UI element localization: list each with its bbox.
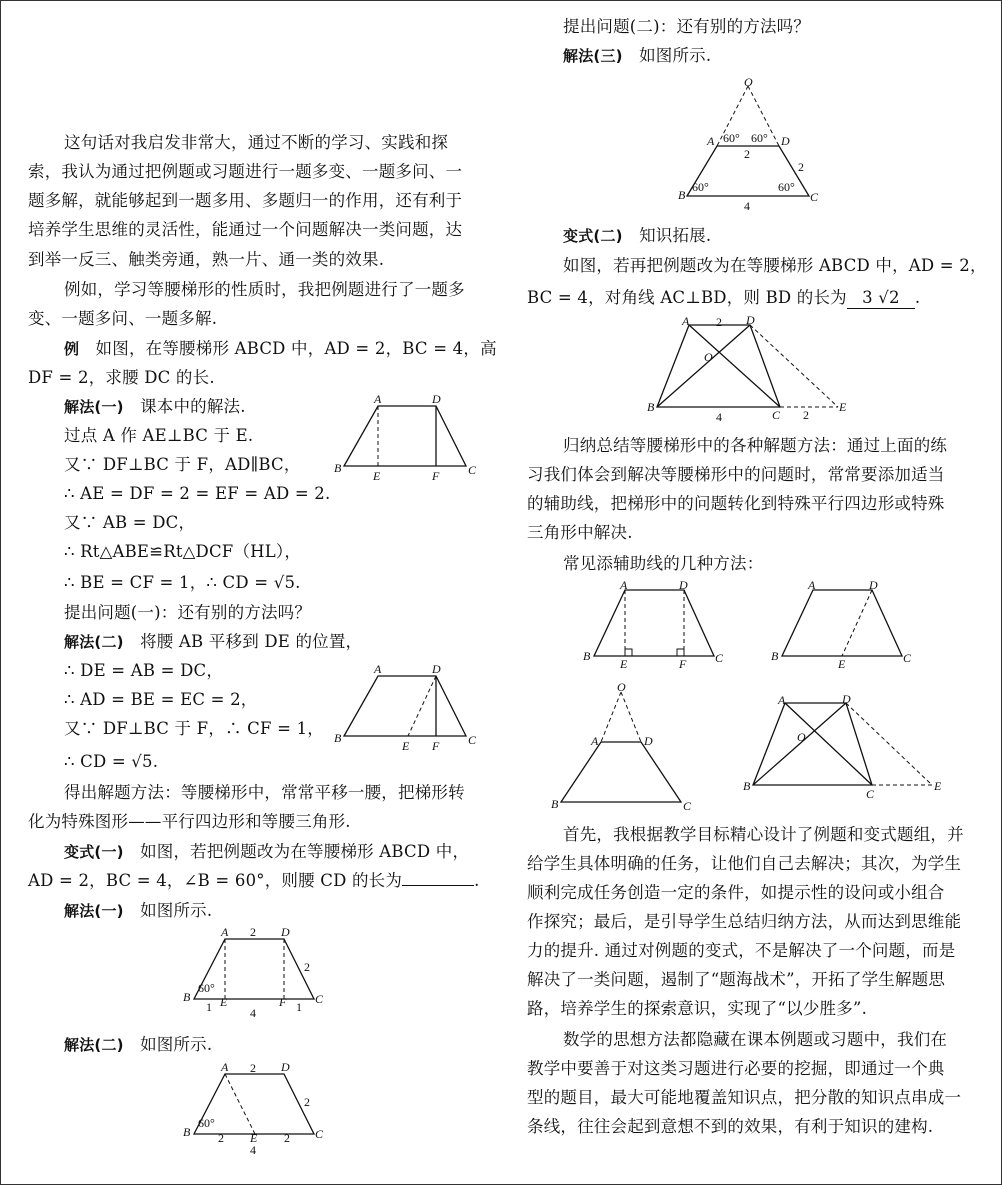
svg-text:A: A xyxy=(221,925,229,939)
paragraph-line: 路，培养学生的探索意识，实现了“以少胜多”. xyxy=(527,999,868,1018)
svg-text:C: C xyxy=(315,992,324,1006)
svg-text:A: A xyxy=(374,662,382,676)
solution-line: 又∵ DF⊥BC 于 F，AD∥BC， xyxy=(64,455,301,474)
svg-text:B: B xyxy=(583,649,591,663)
solution-label: 解法(三) xyxy=(563,47,623,65)
svg-text:D: D xyxy=(781,134,790,148)
paragraph-line: 归纳总结等腰梯形中的各种解题方法：通过上面的练 xyxy=(563,436,948,455)
svg-text:2: 2 xyxy=(284,1131,290,1145)
extended-triangle-figure xyxy=(670,74,830,214)
variant-heading xyxy=(64,842,469,862)
svg-text:A: A xyxy=(707,134,715,148)
svg-text:B: B xyxy=(678,188,686,202)
solution-title: 将腰 AB 平移到 DE 的位置， xyxy=(140,632,363,651)
trapezoid-figure-1 xyxy=(330,392,480,482)
svg-text:E: E xyxy=(402,739,410,752)
svg-text:D: D xyxy=(432,392,441,406)
svg-text:D: D xyxy=(281,1062,290,1074)
example-label: 例 xyxy=(64,340,80,358)
svg-text:A: A xyxy=(778,693,786,707)
question-line: 提出问题(一)：还有别的方法吗？ xyxy=(64,603,312,622)
solution-label: 解法(二) xyxy=(64,1036,124,1054)
solution-line: ∴ AD = BE = EC = 2， xyxy=(64,690,258,709)
method-figure-heights xyxy=(578,580,728,670)
paragraph-line: 解决了一类问题，遏制了“题海战术”，开拓了学生解题思 xyxy=(527,970,946,989)
svg-text:B: B xyxy=(183,1125,191,1139)
variant-title: 如图，若把例题改为在等腰梯形 ABCD 中， xyxy=(140,842,470,861)
solution-line: ∴ BE = CF = 1，∴ CD = √5. xyxy=(64,573,301,592)
solution-line: 过点 A 作 AE⊥BC 于 E. xyxy=(64,426,254,445)
svg-text:2: 2 xyxy=(803,408,809,422)
paragraph-line: 顺利完成任务创造一定的条件，如提示性的设问或小组合 xyxy=(527,883,945,902)
svg-text:A: A xyxy=(808,580,816,592)
svg-text:1: 1 xyxy=(296,1000,302,1014)
svg-text:C: C xyxy=(468,733,477,747)
svg-text:60°: 60° xyxy=(198,981,215,995)
svg-text:E: E xyxy=(839,400,847,414)
answer-blank: 3 √2 xyxy=(847,288,915,309)
svg-text:F: F xyxy=(432,739,440,752)
svg-text:O: O xyxy=(617,680,626,694)
variant-label: 变式(一) xyxy=(64,843,124,861)
solution-label: 解法(一) xyxy=(64,398,124,416)
svg-text:60°: 60° xyxy=(198,1116,215,1130)
svg-text:2: 2 xyxy=(250,1062,256,1075)
trapezoid-figure-3 xyxy=(178,925,328,1025)
svg-text:4: 4 xyxy=(250,1143,256,1157)
example-line xyxy=(64,339,497,359)
paragraph-line: 题多解，就能够起到一题多用、多题归一的作用，还有利于 xyxy=(28,191,463,210)
paragraph-line: 三角形中解决. xyxy=(527,523,633,542)
svg-text:B: B xyxy=(334,461,342,475)
method-figure-extend xyxy=(543,680,693,810)
svg-text:E: E xyxy=(373,469,381,482)
svg-text:60°: 60° xyxy=(778,180,795,194)
paragraph-line: 力的提升. 通过对例题的变式，不是解决了一个问题，而是 xyxy=(527,941,956,960)
method-figure-shift xyxy=(766,580,916,670)
solution-line: ∴ AE = DF = 2 = EF = AD = 2. xyxy=(64,484,331,503)
svg-text:B: B xyxy=(334,731,342,745)
svg-text:1: 1 xyxy=(206,1000,212,1014)
svg-text:2: 2 xyxy=(304,960,310,974)
solution-heading xyxy=(64,632,362,652)
variant-heading: 变式(二) 知识拓展. xyxy=(563,226,712,245)
solution-label: 解法(一) xyxy=(64,902,124,920)
svg-text:O: O xyxy=(744,75,753,89)
svg-text:2: 2 xyxy=(716,315,722,329)
svg-text:60°: 60° xyxy=(723,131,740,145)
solution-line: 又∵ AB = DC， xyxy=(64,513,196,532)
paragraph-line: 到举一反三、触类旁通，熟一片、通一类的效果. xyxy=(28,250,385,269)
solution-line: ∴ DE = AB = DC， xyxy=(64,661,224,680)
svg-text:C: C xyxy=(810,190,819,204)
paragraph-line: 习我们体会到解决等腰梯形中的问题时，常常要添加适当 xyxy=(527,465,945,484)
paragraph-line: 索，我认为通过把例题或习题进行一题多变、一题多问、一 xyxy=(28,162,463,181)
paragraph-line: 化为特殊图形——平行四边形和等腰三角形. xyxy=(28,812,351,831)
paragraph-line: 例如，学习等腰梯形的性质时，我把例题进行了一题多 xyxy=(64,280,465,299)
svg-text:E: E xyxy=(838,657,846,670)
svg-text:E: E xyxy=(934,779,942,793)
svg-text:4: 4 xyxy=(250,1006,256,1020)
svg-text:D: D xyxy=(679,580,688,592)
svg-text:C: C xyxy=(903,651,912,665)
paragraph-line: 首先，我根据教学目标精心设计了例题和变式题组，并 xyxy=(563,825,964,844)
svg-text:E: E xyxy=(620,657,628,670)
trapezoid-figure-2 xyxy=(330,660,480,752)
svg-text:2: 2 xyxy=(304,1095,310,1109)
svg-text:2: 2 xyxy=(250,925,256,939)
svg-text:C: C xyxy=(315,1127,324,1141)
svg-text:O: O xyxy=(704,350,713,364)
variant-label: 变式(二) xyxy=(563,227,623,245)
svg-text:F: F xyxy=(432,469,440,482)
svg-text:C: C xyxy=(468,463,477,477)
svg-text:D: D xyxy=(842,693,851,706)
svg-text:D: D xyxy=(432,662,441,676)
solution-heading: 解法(一) 如图所示. xyxy=(64,901,213,920)
solution-title: 课本中的解法. xyxy=(140,397,246,416)
example-text: 如图，在等腰梯形 ABCD 中，AD = 2，BC = 4，高 xyxy=(95,339,497,358)
example-line: DF = 2，求腰 DC 的长. xyxy=(28,368,215,387)
variant-line: AD = 2，BC = 4，∠B = 60°，则腰 CD 的长为 . xyxy=(28,871,480,890)
solution-heading xyxy=(64,397,246,417)
paragraph-line: 教学中要善于对这类习题进行必要的挖掘，即通过一个典 xyxy=(527,1059,945,1078)
trapezoid-figure-4 xyxy=(178,1062,328,1162)
svg-text:A: A xyxy=(374,392,382,406)
paragraph-line: 的辅助线，把梯形中的问题转化到特殊平行四边形或特殊 xyxy=(527,494,945,513)
paragraph-line: 得出解题方法：等腰梯形中，常常平移一腰，把梯形转 xyxy=(64,783,465,802)
variant-line: 如图，若再把例题改为在等腰梯形 ABCD 中，AD = 2， xyxy=(563,256,987,275)
svg-text:D: D xyxy=(869,580,878,592)
svg-text:O: O xyxy=(797,730,806,744)
diagonal-trapezoid-figure xyxy=(642,315,857,425)
svg-text:4: 4 xyxy=(716,410,722,424)
svg-text:B: B xyxy=(183,990,191,1004)
svg-text:C: C xyxy=(683,799,692,810)
svg-text:60°: 60° xyxy=(692,180,709,194)
paragraph-line: 型的题目，最大可能地覆盖知识点，把分散的知识点串成一 xyxy=(527,1088,962,1107)
svg-text:A: A xyxy=(591,734,599,748)
svg-text:A: A xyxy=(221,1062,229,1074)
svg-text:A: A xyxy=(620,580,628,592)
paragraph-line: 常见添辅助线的几种方法： xyxy=(563,554,764,573)
paragraph-line: 条线，往往会起到意想不到的效果，有利于知识的建构. xyxy=(527,1117,934,1136)
paragraph-line: 这句话对我启发非常大，通过不断的学习、实践和探 xyxy=(64,133,449,152)
svg-text:2: 2 xyxy=(218,1131,224,1145)
solution-line: ∴ Rt△ABE≌Rt△DCF（HL）， xyxy=(64,542,302,561)
paragraph-line: 变、一题多问、一题多解. xyxy=(28,309,218,328)
svg-text:C: C xyxy=(772,408,781,422)
svg-text:B: B xyxy=(551,797,559,810)
svg-text:D: D xyxy=(644,734,653,748)
solution-heading: 解法(三) 如图所示. xyxy=(563,46,712,65)
svg-text:B: B xyxy=(771,649,779,663)
svg-text:2: 2 xyxy=(798,160,804,174)
paragraph-line: 数学的思想方法都隐藏在课本例题或习题中，我们在 xyxy=(563,1030,948,1049)
svg-text:B: B xyxy=(743,779,751,793)
paragraph-line: 给学生具体明确的任务，让他们自己去解决；其次，为学生 xyxy=(527,854,962,873)
svg-text:C: C xyxy=(866,787,875,801)
svg-text:A: A xyxy=(682,315,690,328)
svg-text:2: 2 xyxy=(744,147,750,161)
svg-text:E: E xyxy=(220,995,228,1009)
svg-text:D: D xyxy=(281,925,290,939)
svg-text:C: C xyxy=(715,651,724,665)
variant-line: BC = 4，对角线 AC⊥BD，则 BD 的长为 3 √2 . xyxy=(527,288,921,307)
answer-blank xyxy=(402,885,474,886)
svg-text:B: B xyxy=(647,400,655,414)
svg-text:E: E xyxy=(250,1131,258,1145)
svg-text:4: 4 xyxy=(744,199,750,213)
solution-heading: 解法(二) 如图所示. xyxy=(64,1035,213,1054)
solution-label: 解法(二) xyxy=(64,633,124,651)
svg-text:D: D xyxy=(746,315,755,327)
paragraph-line: 培养学生思维的灵活性，能通过一个问题解决一类问题，达 xyxy=(28,220,463,239)
solution-line: 又∵ DF⊥BC 于 F，∴ CF = 1， xyxy=(64,719,324,738)
paragraph-line: 作探究；最后，是引导学生总结归纳方法，从而达到思维能 xyxy=(527,912,962,931)
question-line: 提出问题(二)：还有别的方法吗？ xyxy=(563,17,811,36)
method-figure-diagonal xyxy=(738,693,953,805)
solution-line: ∴ CD = √5. xyxy=(64,752,159,771)
svg-text:60°: 60° xyxy=(751,131,768,145)
svg-text:F: F xyxy=(679,657,687,670)
svg-text:F: F xyxy=(279,995,287,1009)
